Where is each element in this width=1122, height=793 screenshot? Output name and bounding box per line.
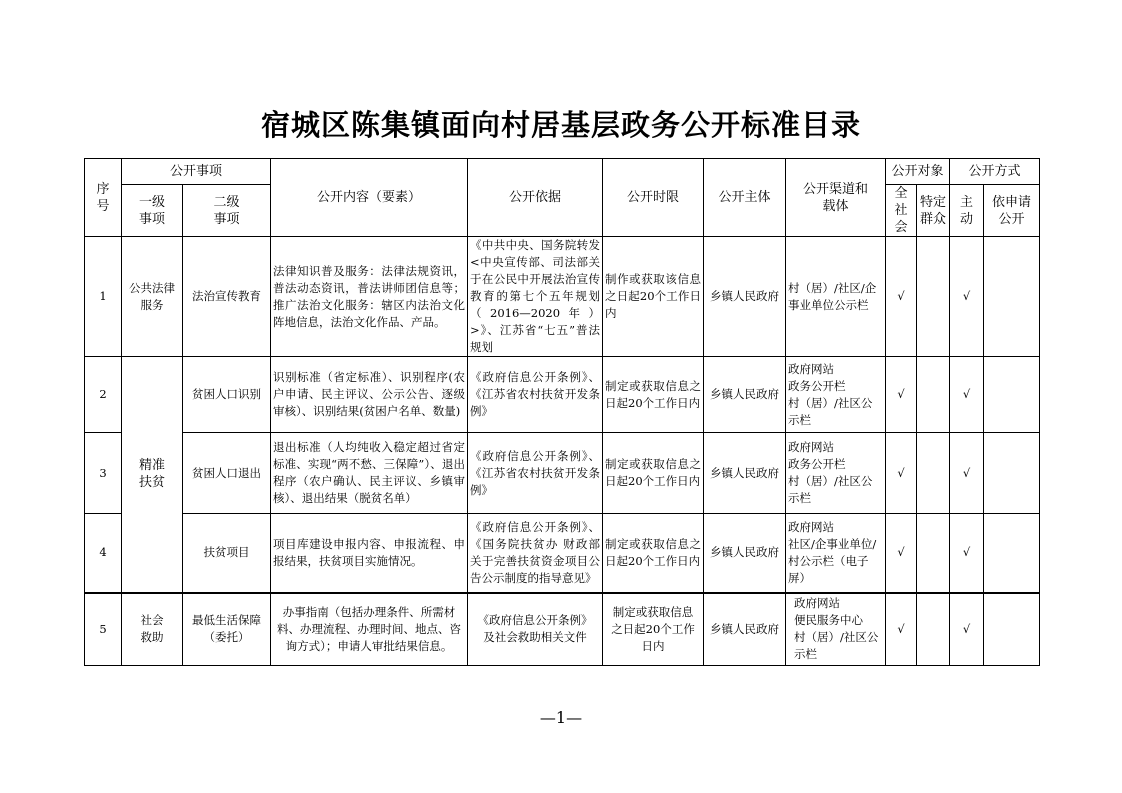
row-method-active: √ xyxy=(950,514,984,593)
header-time-limit: 公开时限 xyxy=(603,159,704,237)
header-level2: 二级事项 xyxy=(183,185,271,237)
row-level2: 贫困人口识别 xyxy=(183,357,271,433)
row-time-limit: 制作或获取该信息之日起20个工作日内 xyxy=(603,237,704,357)
header-method-active: 主动 xyxy=(950,185,984,237)
row-target-specific xyxy=(917,593,950,666)
header-target-specific: 特定群众 xyxy=(917,185,950,237)
page-number: —1— xyxy=(539,708,583,727)
row-subject: 乡镇人民政府 xyxy=(704,237,786,357)
row-method-active: √ xyxy=(950,593,984,666)
row-target-all: √ xyxy=(886,433,917,514)
table-row xyxy=(85,357,1040,433)
header-subject: 公开主体 xyxy=(704,159,786,237)
row-target-all: √ xyxy=(886,593,917,666)
row-seq: 4 xyxy=(85,514,122,593)
row-channel: 政府网站 便民服务中心 村（居）/社区公示栏 xyxy=(786,593,886,666)
row-level2: 贫困人口退出 xyxy=(183,433,271,514)
row-subject: 乡镇人民政府 xyxy=(704,593,786,666)
row-channel: 政府网站 政务公开栏 村（居）/社区公示栏 xyxy=(786,357,886,433)
row-level1: 公共法律服务 xyxy=(122,237,183,357)
row-channel: 政府网站 社区/企事业单位/村公示栏（电子屏） xyxy=(786,514,886,593)
row-subject: 乡镇人民政府 xyxy=(704,433,786,514)
header-level1: 一级事项 xyxy=(122,185,183,237)
row-time-limit: 制定或获取信息之日起20个工作日内 xyxy=(603,593,704,666)
row-method-active: √ xyxy=(950,237,984,357)
header-basis: 公开依据 xyxy=(468,159,603,237)
row-level2: 法治宣传教育 xyxy=(183,237,271,357)
header-content: 公开内容（要素） xyxy=(271,159,468,237)
row-method-active: √ xyxy=(950,433,984,514)
row-method-request xyxy=(984,237,1040,357)
row-content: 法律知识普及服务：法律法规资讯，普法动态资讯，普法讲师团信息等；推广法治文化服务：辖区内法治文化阵地信息，法治文化作品、产品。 xyxy=(271,237,468,357)
row-seq: 5 xyxy=(85,593,122,666)
row-time-limit: 制定或获取信息之日起20个工作日内 xyxy=(603,433,704,514)
row-level2: 扶贫项目 xyxy=(183,514,271,593)
row-target-specific xyxy=(917,357,950,433)
row-seq: 2 xyxy=(85,357,122,433)
header-method: 公开方式 xyxy=(950,159,1040,185)
row-method-request xyxy=(984,514,1040,593)
row-level1: 社会救助 xyxy=(122,593,183,666)
row-time-limit: 制定或获取信息之日起20个工作日内 xyxy=(603,514,704,593)
header-items: 公开事项 xyxy=(122,159,271,185)
disclosure-catalog-table xyxy=(84,158,1040,666)
header-seq: 序号 xyxy=(85,159,122,237)
row-content: 办事指南（包括办理条件、所需材料、办理流程、办理时间、地点、咨询方式）；申请人审批结果信息。 xyxy=(271,593,468,666)
row-subject: 乡镇人民政府 xyxy=(704,514,786,593)
row-time-limit: 制定或获取信息之日起20个工作日内 xyxy=(603,357,704,433)
row-channel: 村（居）/社区/企事业单位公示栏 xyxy=(786,237,886,357)
table-row xyxy=(85,514,1040,593)
row-level1-merged: 精准扶贫 xyxy=(122,357,183,593)
header-target: 公开对象 xyxy=(886,159,950,185)
header-row-1 xyxy=(85,159,1040,185)
row-basis: 《政府信息公开条例》、《国务院扶贫办 财政部关于完善扶贫资金项目公告公示制度的指导意见》 xyxy=(468,514,603,593)
row-basis: 《政府信息公开条例》、《江苏省农村扶贫开发条例》 xyxy=(468,433,603,514)
header-channel: 公开渠道和载体 xyxy=(786,159,886,237)
row-level2: 最低生活保障（委托） xyxy=(183,593,271,666)
header-method-request: 依申请公开 xyxy=(984,185,1040,237)
row-target-specific xyxy=(917,237,950,357)
row-method-request xyxy=(984,593,1040,666)
row-target-all: √ xyxy=(886,237,917,357)
row-method-request xyxy=(984,357,1040,433)
row-target-all: √ xyxy=(886,357,917,433)
row-target-specific xyxy=(917,433,950,514)
table-row xyxy=(85,593,1040,666)
row-basis: 《政府信息公开条例》及社会救助相关文件 xyxy=(468,593,603,666)
row-subject: 乡镇人民政府 xyxy=(704,357,786,433)
row-channel: 政府网站 政务公开栏 村（居）/社区公示栏 xyxy=(786,433,886,514)
row-seq: 3 xyxy=(85,433,122,514)
row-target-specific xyxy=(917,514,950,593)
row-method-active: √ xyxy=(950,357,984,433)
table-row xyxy=(85,237,1040,357)
table-row xyxy=(85,433,1040,514)
row-basis: 《政府信息公开条例》、《江苏省农村扶贫开发条例》 xyxy=(468,357,603,433)
row-content: 项目库建设申报内容、申报流程、申报结果，扶贫项目实施情况。 xyxy=(271,514,468,593)
row-content: 退出标准（人均纯收入稳定超过省定标准、实现“两不愁、三保障”）、退出程序（农户确认、民主评议、乡镇审核）、退出结果（脱贫名单） xyxy=(271,433,468,514)
row-seq: 1 xyxy=(85,237,122,357)
row-method-request xyxy=(984,433,1040,514)
row-content: 识别标准（省定标准）、识别程序(农户申请、民主评议、公示公告、逐级审核）、识别结果(贫困户名单、数量) xyxy=(271,357,468,433)
row-target-all: √ xyxy=(886,514,917,593)
document-title: 宿城区陈集镇面向村居基层政务公开标准目录 xyxy=(260,108,861,142)
row-basis: 《中共中央、国务院转发<中央宣传部、司法部关于在公民中开展法治宣传教育的第七个五年规划（2016—2020年）>》、江苏省“七五”普法规划 xyxy=(468,237,603,357)
header-target-all: 全社会 xyxy=(886,185,917,237)
